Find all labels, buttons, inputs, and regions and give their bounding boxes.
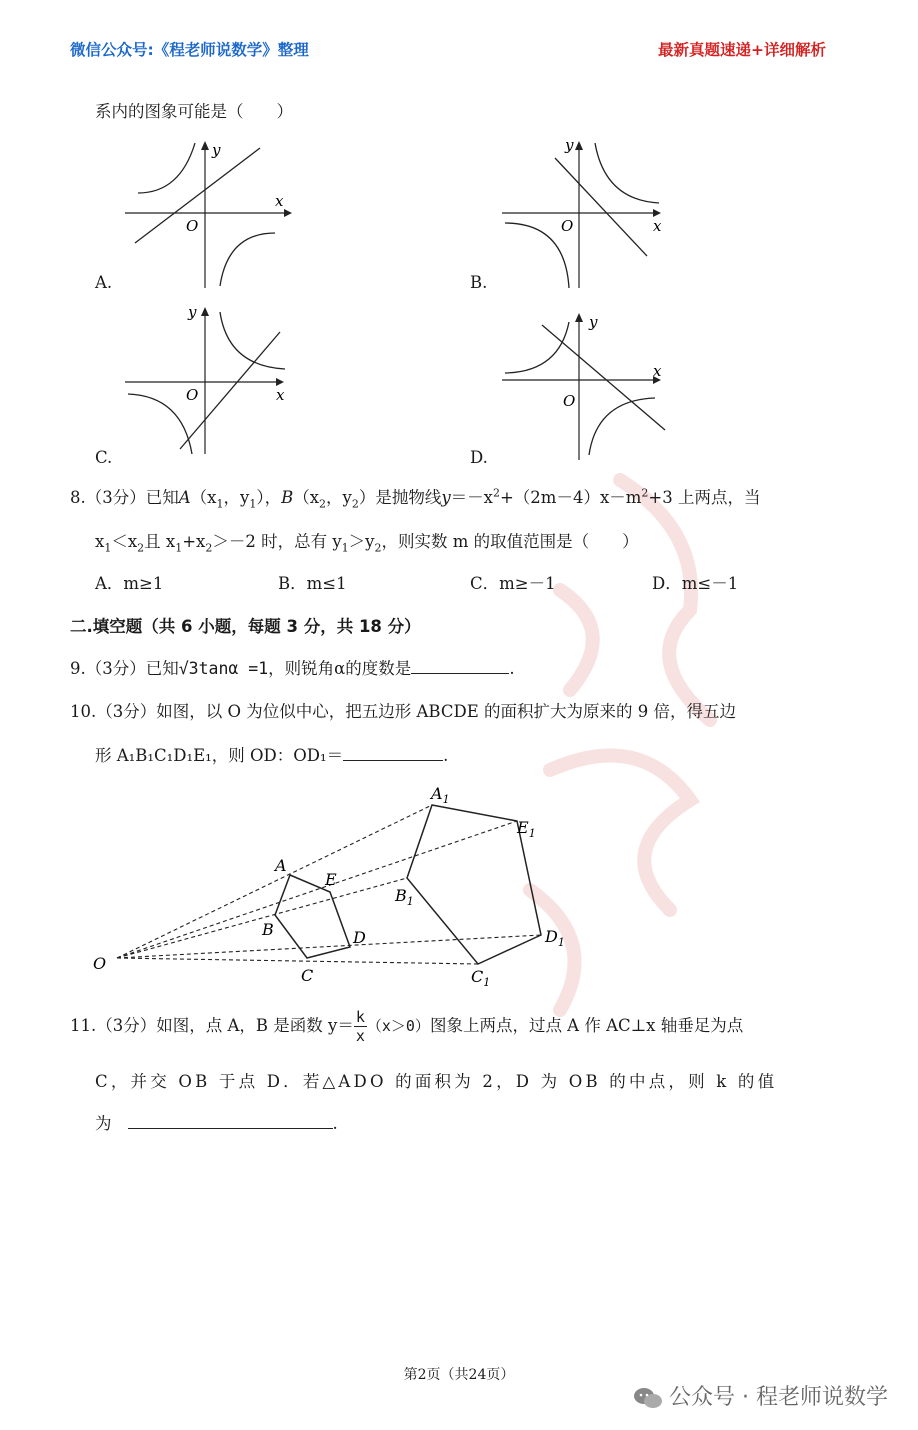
q8-option-b: B．m≤1 — [278, 574, 347, 593]
q8-line-1: 8.（3分）已知$A(x_1$，$y_1$），$B(x_2$，$y_2$）是抛物线$y=-x^2+(2m-4)x-m^2+3$ 上两点，当 — [70, 486, 761, 511]
graph-c-origin-label: O — [186, 386, 199, 404]
label-o: O — [93, 954, 107, 973]
q11-line-3: 为 . — [95, 1110, 338, 1134]
label-c: C — [301, 966, 314, 985]
graph-a-x-label: x — [275, 192, 284, 210]
q7-text: 系内的图象可能是（ ） — [95, 102, 293, 121]
q7-option-a: A. — [95, 273, 113, 292]
label-a1: $A_1$ — [431, 784, 450, 806]
homothety-figure — [85, 775, 585, 990]
graph-c-y-label: y — [188, 304, 197, 321]
q8-option-a: A．m≥1 — [95, 574, 164, 593]
q10-line-2: 形 A₁B₁C₁D₁E₁，则 OD：OD₁＝ . — [95, 742, 448, 766]
q11-answer-blank — [128, 1111, 333, 1129]
graph-d — [497, 310, 677, 465]
graph-a-origin-label: O — [186, 217, 199, 235]
page-number: 第2页（共24页） — [403, 1367, 515, 1383]
pentagon-abcde — [275, 875, 350, 958]
label-e1: $E_1$ — [517, 818, 536, 840]
q8-option-c: C．m≥－1 — [470, 574, 556, 593]
graph-c — [120, 304, 300, 459]
graph-b — [497, 138, 677, 293]
q7-option-c: C. — [95, 448, 113, 467]
q7-option-d: D. — [470, 448, 488, 467]
q11-line-1: 11.（3分）如图，点 A，B 是函数 y＝ $\frac{k}{x}$ （x＞0）图象上两点，过点 A 作 AC⊥x 轴垂足为点 — [70, 1008, 744, 1045]
label-a: A — [275, 856, 287, 875]
label-b: B — [262, 920, 274, 939]
graph-a-y-label: y — [212, 141, 221, 159]
graph-b-x-label: x — [653, 217, 662, 235]
q7-option-b: B. — [470, 273, 488, 292]
graph-d-x-label: x — [653, 362, 662, 380]
header-tagline: 最新真题速递+详细解析 — [658, 41, 826, 59]
label-c1: $C_1$ — [471, 967, 491, 989]
q10-answer-blank — [343, 743, 443, 761]
graph-c-x-label: x — [276, 386, 285, 404]
q9-expression: √3tanα =1 — [178, 659, 269, 678]
label-d: D — [353, 928, 366, 947]
q11-line-2: C，并交 OB 于点 D．若△ADO 的面积为 2，D 为 OB 的中点，则 k 的值 — [95, 1072, 778, 1091]
section-fill-in-title: 二.填空题（共 6 小题，每题 3 分，共 18 分） — [70, 617, 421, 636]
label-b1: $B_1$ — [395, 886, 414, 908]
header-source: 微信公众号:《程老师说数学》整理 — [70, 41, 309, 59]
graph-b-y-label: y — [565, 138, 574, 154]
graph-d-origin-label: O — [563, 392, 576, 410]
q8-option-d: D．m≤－1 — [652, 574, 739, 593]
graph-a — [120, 138, 300, 293]
q11-fraction: $\frac{k}{x}$ — [355, 1008, 365, 1045]
q10-line-1: 10.（3分）如图，以 O 为位似中心，把五边形 ABCDE 的面积扩大为原来的 9 倍，得五边 — [70, 702, 736, 721]
wechat-icon — [633, 1386, 663, 1410]
graph-b-origin-label: O — [561, 217, 574, 235]
q8-line-2: $x_1<x_2$且 $x_1+x_2>-2$ 时，总有 $y_1>y_2$，则实数 m 的取值范围是（ ） — [95, 532, 639, 555]
q9-answer-blank — [411, 656, 509, 674]
label-e: E — [325, 870, 337, 889]
q9-text: 9.（3分）已知√3tanα =1，则锐角α的度数是 . — [70, 655, 515, 679]
brand-watermark: 公众号 · 程老师说数学 — [633, 1380, 888, 1411]
graph-d-y-label: y — [589, 313, 598, 331]
label-d1: $D_1$ — [545, 927, 565, 949]
